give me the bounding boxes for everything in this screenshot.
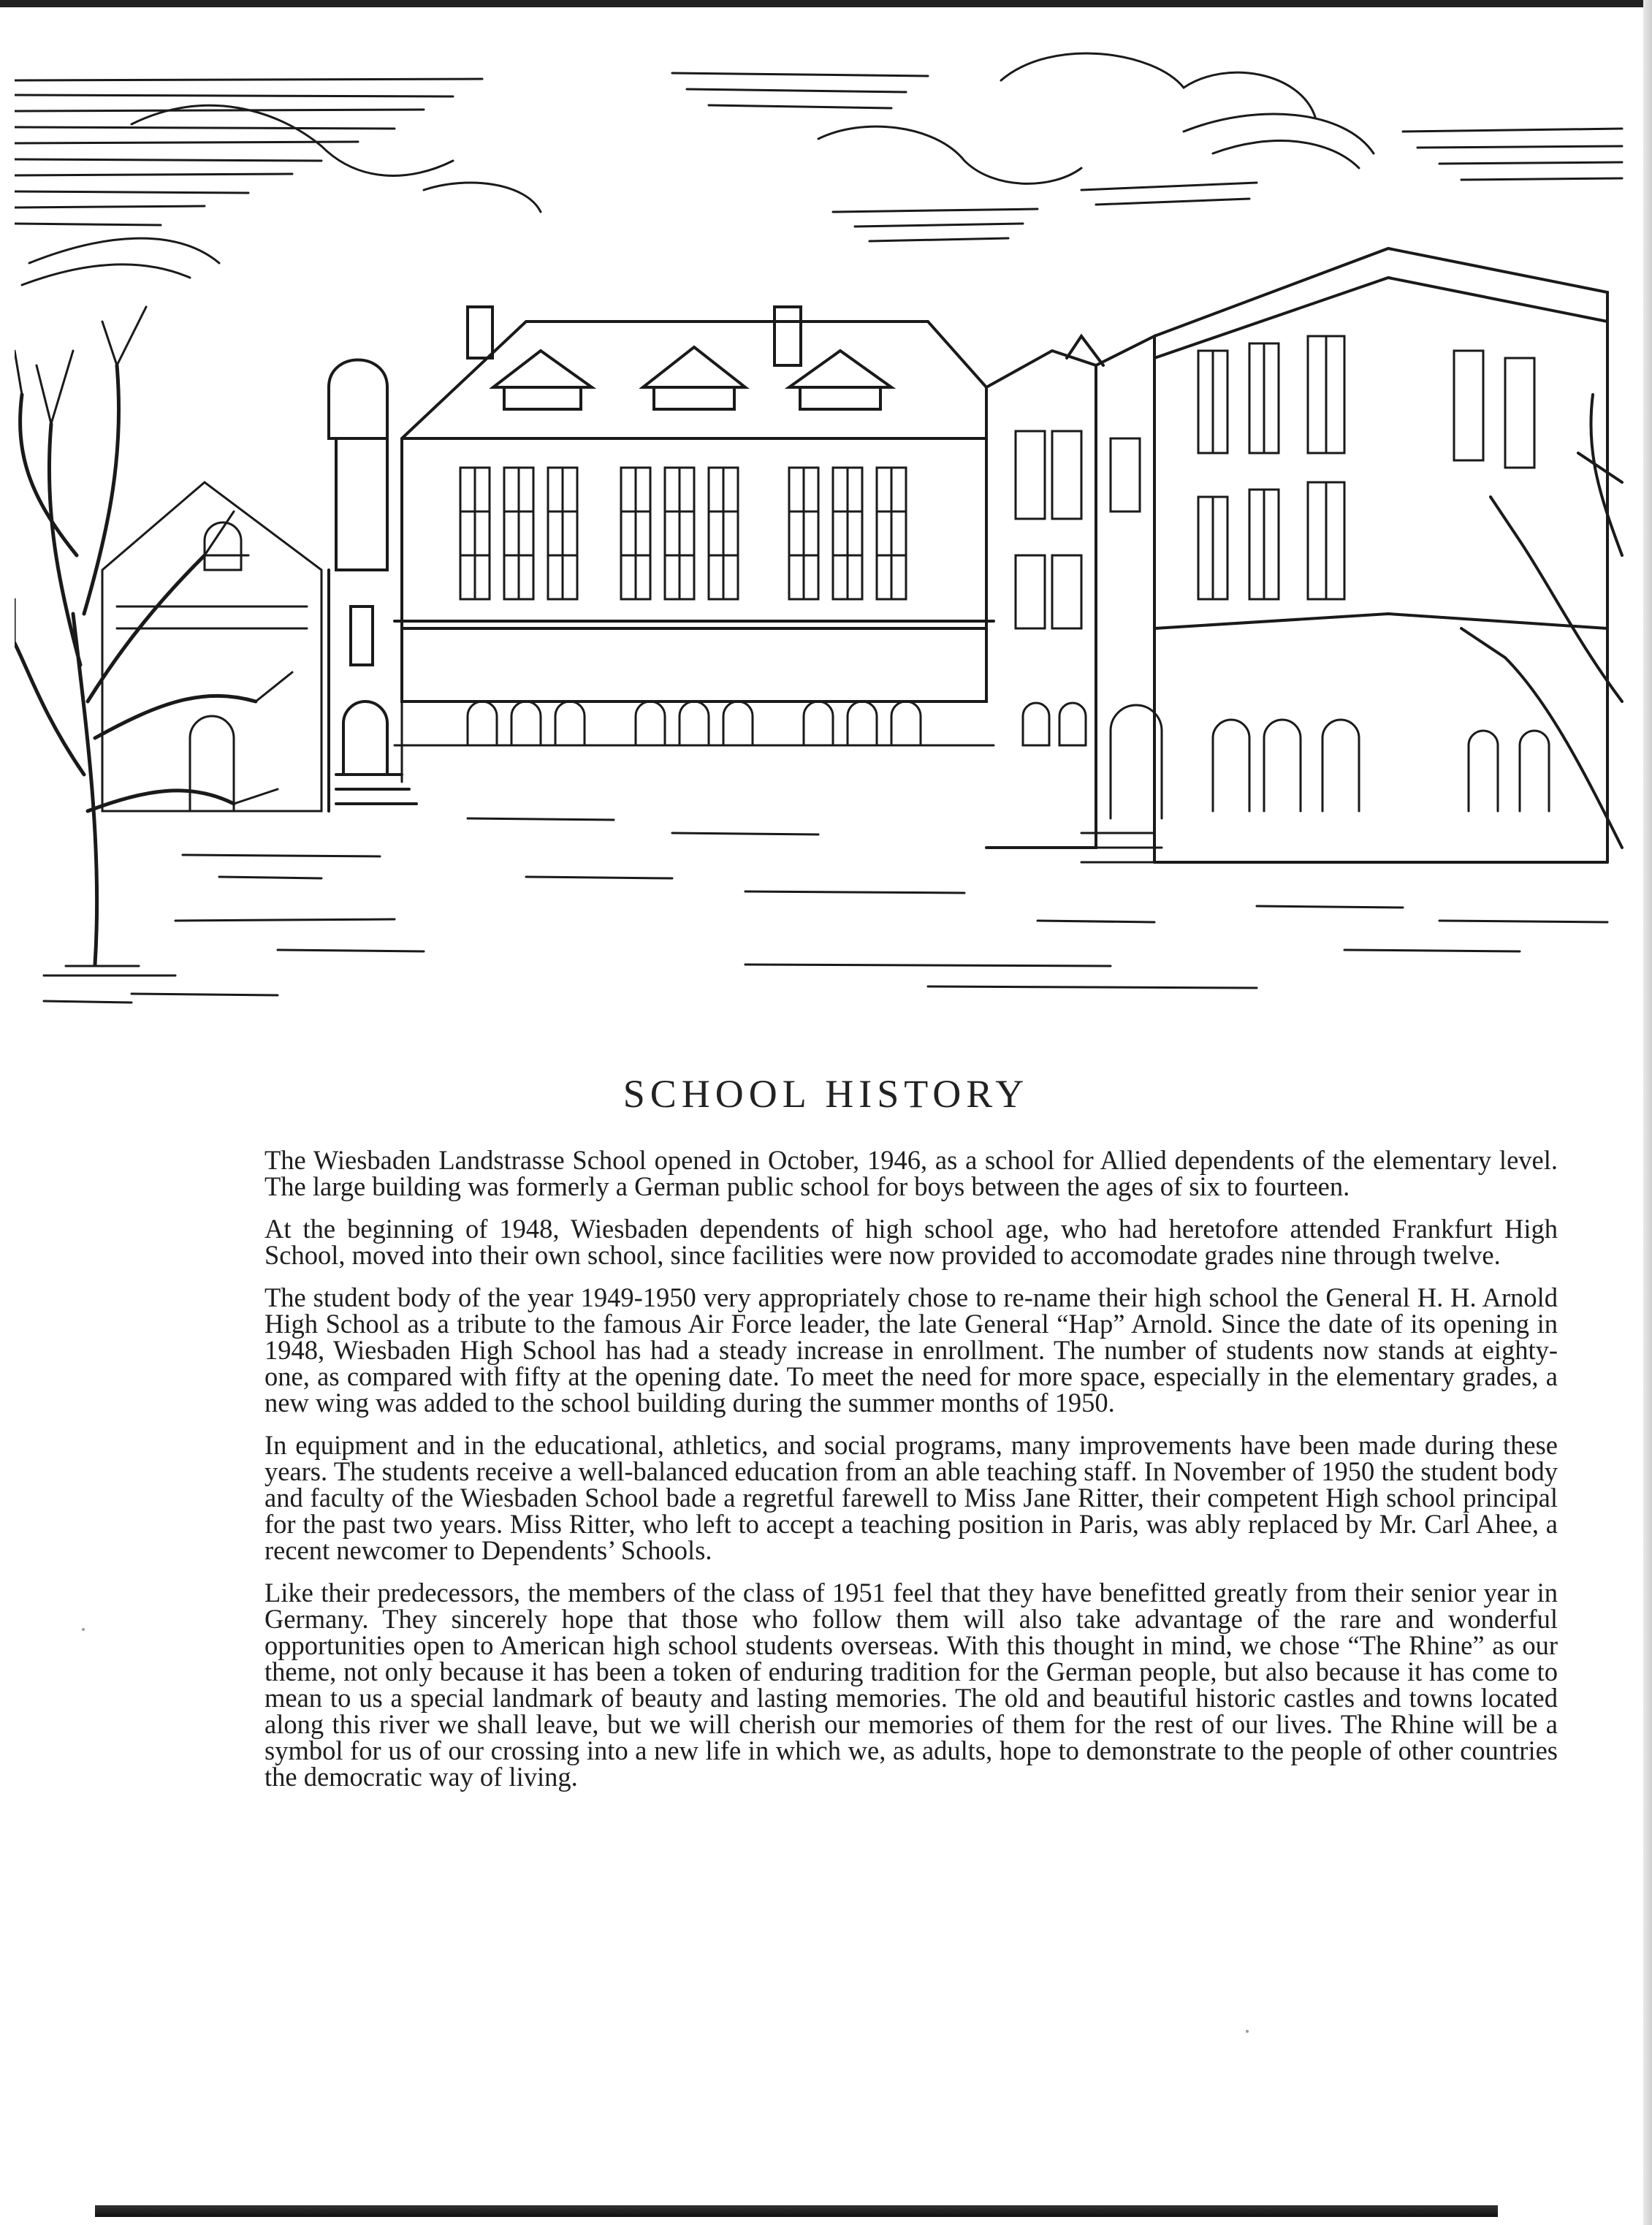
paragraph-2: At the beginning of 1948, Wiesbaden dependents of high school age, who had heretofore attended Frankfurt High School, moved into their own school, since facilities were now provided to accomodate grades nine through twelve. (264, 1214, 1558, 1270)
scan-speck (82, 1628, 85, 1631)
page-top-edge (0, 0, 1652, 7)
page-title: SCHOOL HISTORY (623, 1072, 1029, 1116)
paragraph-3: The student body of the year 1949-1950 very appropriately chose to re-name their high school the General H. H. Arnold High School as a tribute to the famous Air Force leader, the late General “Hap” Arnold. Since the date of its opening in 1948, Wiesbaden High School has had a steady increase in enrollment. The number of students now stands at eighty-one, as compared with fifty at the opening date. To meet the need for more space, especially in the elementary grades, a new wing was added to the school building during the summer months of 1950. (264, 1282, 1558, 1418)
ground-lines (44, 818, 1607, 1003)
tree-left (15, 307, 292, 975)
history-text (264, 1147, 1558, 1806)
paragraph-1: The Wiesbaden Landstrasse School opened in October, 1946, as a school for Allied dependents of the elementary level. The large building was formerly a German public school for boys between the ages of six to fourteen. (264, 1145, 1558, 1201)
building-illustration (15, 44, 1638, 1008)
paragraph-5: Like their predecessors, the members of the class of 1951 feel that they have benefitted greatly from their senior year in Germany. They sincerely hope that those who follow them will also take advantage of the rare and wonderful opportunities open to American high school students overseas. With this thought in mind, we chose “The Rhine” as our theme, not only because it has been a token of enduring tradition for the German people, but also because it has come to mean to us a special landmark of beauty and lasting memories. The old and beautiful historic castles and towns located along this river we shall leave, but we will cherish our memories of them for the rest of our lives. The Rhine will be a symbol for us of our crossing into a new life in which we, as adults, hope to demonstrate to the people of other countries the democratic way of living. (264, 1578, 1558, 1792)
main-windows (460, 468, 906, 599)
arched-windows (395, 701, 994, 782)
building-icon (15, 44, 1638, 1008)
scan-speck (1246, 2030, 1249, 2033)
page-bottom-edge (95, 2205, 1498, 2217)
left-annex (102, 482, 321, 811)
paragraph-4: In equipment and in the educational, athletics, and social programs, many improvements have been made during these years. The students receive a well-balanced education from an able teaching staff. In November of 1950 the student body and faculty of the Wiesbaden School bade a regretful farewell to Miss Jane Ritter, their competent High school principal for the past two years. Miss Ritter, who left to accept a teaching position in Paris, was ably replaced by Mr. Carl Ahee, a recent newcomer to Dependents’ Schools. (264, 1430, 1558, 1565)
